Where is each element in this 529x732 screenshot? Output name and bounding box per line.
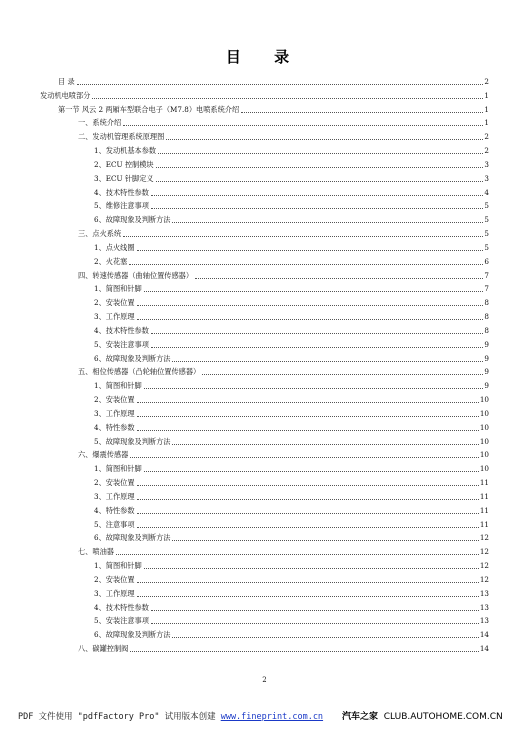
toc-entry-page: 13 xyxy=(479,616,489,626)
dot-leader xyxy=(137,250,484,251)
dot-leader xyxy=(172,361,483,362)
toc-entry-label: 3、工作原理 xyxy=(94,588,135,598)
dot-leader xyxy=(129,264,483,265)
dot-leader xyxy=(156,181,484,182)
toc-entry-label: 5、安装注意事项 xyxy=(94,339,149,349)
toc-entry-page: 1 xyxy=(484,90,489,100)
toc-entry[interactable] xyxy=(94,379,489,391)
toc-entry-label: 6、故障现象及判断方法 xyxy=(94,215,171,225)
toc-entry-label: 一、系统介绍 xyxy=(78,118,122,128)
dot-leader xyxy=(130,457,479,458)
toc-entry-page: 9 xyxy=(484,353,489,363)
toc-entry[interactable] xyxy=(94,352,489,364)
toc-entry-label: 5、故障现象及判断方法 xyxy=(94,436,171,446)
toc-entry-label: 2、安装位置 xyxy=(94,298,135,308)
toc-entry-label: 3、工作原理 xyxy=(94,312,135,322)
toc-entry[interactable] xyxy=(58,103,489,115)
toc-entry-page: 10 xyxy=(479,436,489,446)
toc-entry-label: 发动机电喷部分 xyxy=(40,90,91,100)
toc-entry-label: 目 录 xyxy=(58,77,75,86)
toc-entry[interactable] xyxy=(94,172,489,184)
toc-entry-label: 5、注意事项 xyxy=(94,519,135,529)
dot-leader xyxy=(77,84,484,85)
dot-leader xyxy=(144,471,479,472)
toc-entry[interactable] xyxy=(78,642,489,654)
toc-entry-page: 13 xyxy=(479,588,489,598)
toc-entry[interactable] xyxy=(94,296,489,308)
dot-leader xyxy=(137,416,479,417)
dot-leader xyxy=(137,527,479,528)
toc-entry[interactable] xyxy=(94,614,489,626)
dot-leader xyxy=(137,305,484,306)
dot-leader xyxy=(158,153,483,154)
toc-entry-label: 1、简图和针脚 xyxy=(94,381,142,391)
toc-entry[interactable] xyxy=(94,518,489,530)
toc-entry-page: 2 xyxy=(484,77,489,86)
toc-entry-page: 8 xyxy=(484,312,489,322)
toc-entry-label: 2、ECU 控制模块 xyxy=(94,159,154,169)
toc-entry-page: 11 xyxy=(479,519,489,529)
toc-entry-label: 2、安装位置 xyxy=(94,395,135,405)
toc-entry[interactable] xyxy=(94,158,489,170)
toc-entry-page: 4 xyxy=(484,187,489,197)
toc-entry-page: 2 xyxy=(484,132,489,142)
toc-entry[interactable] xyxy=(94,255,489,267)
toc-entry[interactable] xyxy=(78,116,489,128)
footer-bar xyxy=(0,708,529,722)
dot-leader xyxy=(195,278,483,279)
toc-entry[interactable] xyxy=(58,75,489,87)
dot-leader xyxy=(241,112,483,113)
toc-entry-page: 3 xyxy=(484,159,489,169)
toc-entry[interactable] xyxy=(40,89,489,101)
site-url: CLUB.AUTOHOME.COM.CN xyxy=(383,712,503,722)
pdf-watermark xyxy=(18,710,323,722)
dot-leader xyxy=(123,125,483,126)
pdf-note-text: PDF 文件使用 "pdfFactory Pro" 试用版本创建 xyxy=(18,712,221,722)
toc-entry-page: 8 xyxy=(484,298,489,308)
toc-entry-page: 12 xyxy=(479,561,489,571)
toc-entry[interactable] xyxy=(94,144,489,156)
toc-entry-label: 1、简图和针脚 xyxy=(94,284,142,294)
toc-entry-page: 7 xyxy=(484,284,489,294)
toc-entry-page: 13 xyxy=(479,602,489,612)
toc-entry-page: 12 xyxy=(479,533,489,543)
toc-entry-label: 5、维修注意事项 xyxy=(94,201,149,211)
dot-leader xyxy=(137,402,479,403)
dot-leader xyxy=(172,222,483,223)
toc-entry-page: 9 xyxy=(484,367,489,377)
dot-leader xyxy=(166,139,483,140)
toc-entry-page: 10 xyxy=(479,408,489,418)
toc-entry-label: 六、爆震传感器 xyxy=(78,450,129,460)
toc-entry-page: 11 xyxy=(479,478,489,488)
toc-entry-label: 三、点火系统 xyxy=(78,229,122,239)
dot-leader xyxy=(172,637,478,638)
toc-entry-page: 14 xyxy=(479,644,489,654)
toc-entry[interactable] xyxy=(94,393,489,405)
toc-entry[interactable] xyxy=(94,435,489,447)
toc-entry[interactable] xyxy=(94,573,489,585)
toc-entry-page: 1 xyxy=(484,104,489,114)
toc-entry[interactable] xyxy=(78,545,489,557)
toc-entry[interactable] xyxy=(78,365,489,377)
toc-entry-label: 3、ECU 针脚定义 xyxy=(94,173,154,183)
toc-entry-page: 5 xyxy=(484,201,489,211)
toc-entry-label: 1、点火线圈 xyxy=(94,242,135,252)
toc-entry[interactable] xyxy=(94,490,489,502)
toc-entry-label: 5、安装注意事项 xyxy=(94,616,149,626)
toc-entry-label: 二、发动机管理系统原理图 xyxy=(78,132,165,142)
pdf-link[interactable]: www.fineprint.com.cn xyxy=(220,712,324,722)
toc-entry-page: 11 xyxy=(479,505,489,515)
toc-entry-label: 五、相位传感器（凸轮轴位置传感器） xyxy=(78,367,201,377)
dot-leader xyxy=(151,347,484,348)
toc-entry-label: 四、转速传感器（曲轴位置传感器） xyxy=(78,270,194,280)
site-name: 汽车之家 xyxy=(342,712,379,722)
dot-leader xyxy=(123,236,483,237)
toc-entry-label: 4、技术特性参数 xyxy=(94,187,149,197)
toc-entry-label: 第一节 风云 2 两厢车型联合电子（M7.8）电喷系统介绍 xyxy=(58,104,240,114)
toc-entry-page: 6 xyxy=(484,256,489,266)
dot-leader xyxy=(137,499,479,500)
toc-entry-page: 1 xyxy=(484,118,489,128)
toc-entry[interactable] xyxy=(94,282,489,294)
toc-entry[interactable] xyxy=(78,130,489,142)
toc-entry-label: 1、简图和针脚 xyxy=(94,561,142,571)
toc-entry[interactable] xyxy=(94,213,489,225)
dot-leader xyxy=(137,319,484,320)
dot-leader xyxy=(151,610,479,611)
toc-entry[interactable] xyxy=(78,269,489,281)
toc-entry-label: 4、技术特性参数 xyxy=(94,602,149,612)
toc-entry-label: 3、工作原理 xyxy=(94,491,135,501)
dot-leader xyxy=(151,195,484,196)
toc-entry-label: 4、特性参数 xyxy=(94,422,135,432)
toc-entry-page: 10 xyxy=(479,422,489,432)
dot-leader xyxy=(137,485,479,486)
toc-entry-label: 6、故障现象及判断方法 xyxy=(94,533,171,543)
toc-entry-page: 12 xyxy=(479,547,489,557)
toc-entry[interactable] xyxy=(94,559,489,571)
toc-entry-page: 9 xyxy=(484,339,489,349)
toc-entry-label: 1、简图和针脚 xyxy=(94,464,142,474)
toc-entry[interactable] xyxy=(78,227,489,239)
toc-entry[interactable] xyxy=(78,448,489,460)
dot-leader xyxy=(130,651,479,652)
toc-entry[interactable] xyxy=(94,421,489,433)
dot-leader xyxy=(144,388,484,389)
toc-entry-page: 11 xyxy=(479,491,489,501)
toc-entry[interactable] xyxy=(94,462,489,474)
toc-entry-page: 5 xyxy=(484,242,489,252)
toc-entry-page: 8 xyxy=(484,325,489,335)
toc-entry-page: 3 xyxy=(484,173,489,183)
toc-entry[interactable] xyxy=(94,601,489,613)
toc-entry-label: 2、火花塞 xyxy=(94,256,128,266)
toc-entry-page: 14 xyxy=(479,630,489,640)
page-title: 目 录 xyxy=(225,48,304,66)
dot-leader xyxy=(172,540,478,541)
toc-entry[interactable] xyxy=(94,504,489,516)
toc-entry[interactable] xyxy=(94,476,489,488)
toc-entry-page: 10 xyxy=(479,395,489,405)
dot-leader xyxy=(137,596,479,597)
dot-leader xyxy=(156,167,484,168)
toc-entry-page: 5 xyxy=(484,229,489,239)
toc-entry[interactable] xyxy=(94,199,489,211)
toc-entry-label: 6、故障现象及判断方法 xyxy=(94,353,171,363)
toc-entry[interactable] xyxy=(94,338,489,350)
toc-entry[interactable] xyxy=(94,324,489,336)
dot-leader xyxy=(137,582,479,583)
toc-entry[interactable] xyxy=(94,407,489,419)
dot-leader xyxy=(116,554,479,555)
site-watermark xyxy=(342,709,503,722)
toc-entry-label: 2、安装位置 xyxy=(94,574,135,584)
toc-entry-label: 4、特性参数 xyxy=(94,505,135,515)
dot-leader xyxy=(202,374,483,375)
toc-entry-page: 9 xyxy=(484,381,489,391)
footer-page-number: 2 xyxy=(262,676,267,684)
dot-leader xyxy=(151,208,484,209)
dot-leader xyxy=(137,430,479,431)
toc-entry-page: 2 xyxy=(484,146,489,156)
toc-entry-page: 10 xyxy=(479,450,489,460)
dot-leader xyxy=(151,623,479,624)
dot-leader xyxy=(151,333,484,334)
toc-entry-label: 八、碳罐控制阀 xyxy=(78,644,129,654)
toc-entry-page: 5 xyxy=(484,215,489,225)
dot-leader xyxy=(172,444,478,445)
toc-entry[interactable] xyxy=(94,531,489,543)
toc-entry-page: 10 xyxy=(479,464,489,474)
dot-leader xyxy=(144,568,479,569)
toc-entry[interactable] xyxy=(94,186,489,198)
toc-entry[interactable] xyxy=(94,241,489,253)
toc-entry[interactable] xyxy=(94,310,489,322)
dot-leader xyxy=(144,291,484,292)
toc-entry-label: 3、工作原理 xyxy=(94,408,135,418)
toc-entry[interactable] xyxy=(94,587,489,599)
toc-entry-label: 1、发动机基本参数 xyxy=(94,146,157,156)
toc-entry-page: 12 xyxy=(479,574,489,584)
dot-leader xyxy=(92,98,483,99)
toc-entry-page: 7 xyxy=(484,270,489,280)
toc-entry-label: 七、喷油器 xyxy=(78,547,114,557)
toc-entry-label: 6、故障现象及判断方法 xyxy=(94,630,171,640)
toc-entry-label: 2、安装位置 xyxy=(94,478,135,488)
toc-entry-label: 4、技术特性参数 xyxy=(94,325,149,335)
toc-entry[interactable] xyxy=(94,628,489,640)
dot-leader xyxy=(137,513,479,514)
